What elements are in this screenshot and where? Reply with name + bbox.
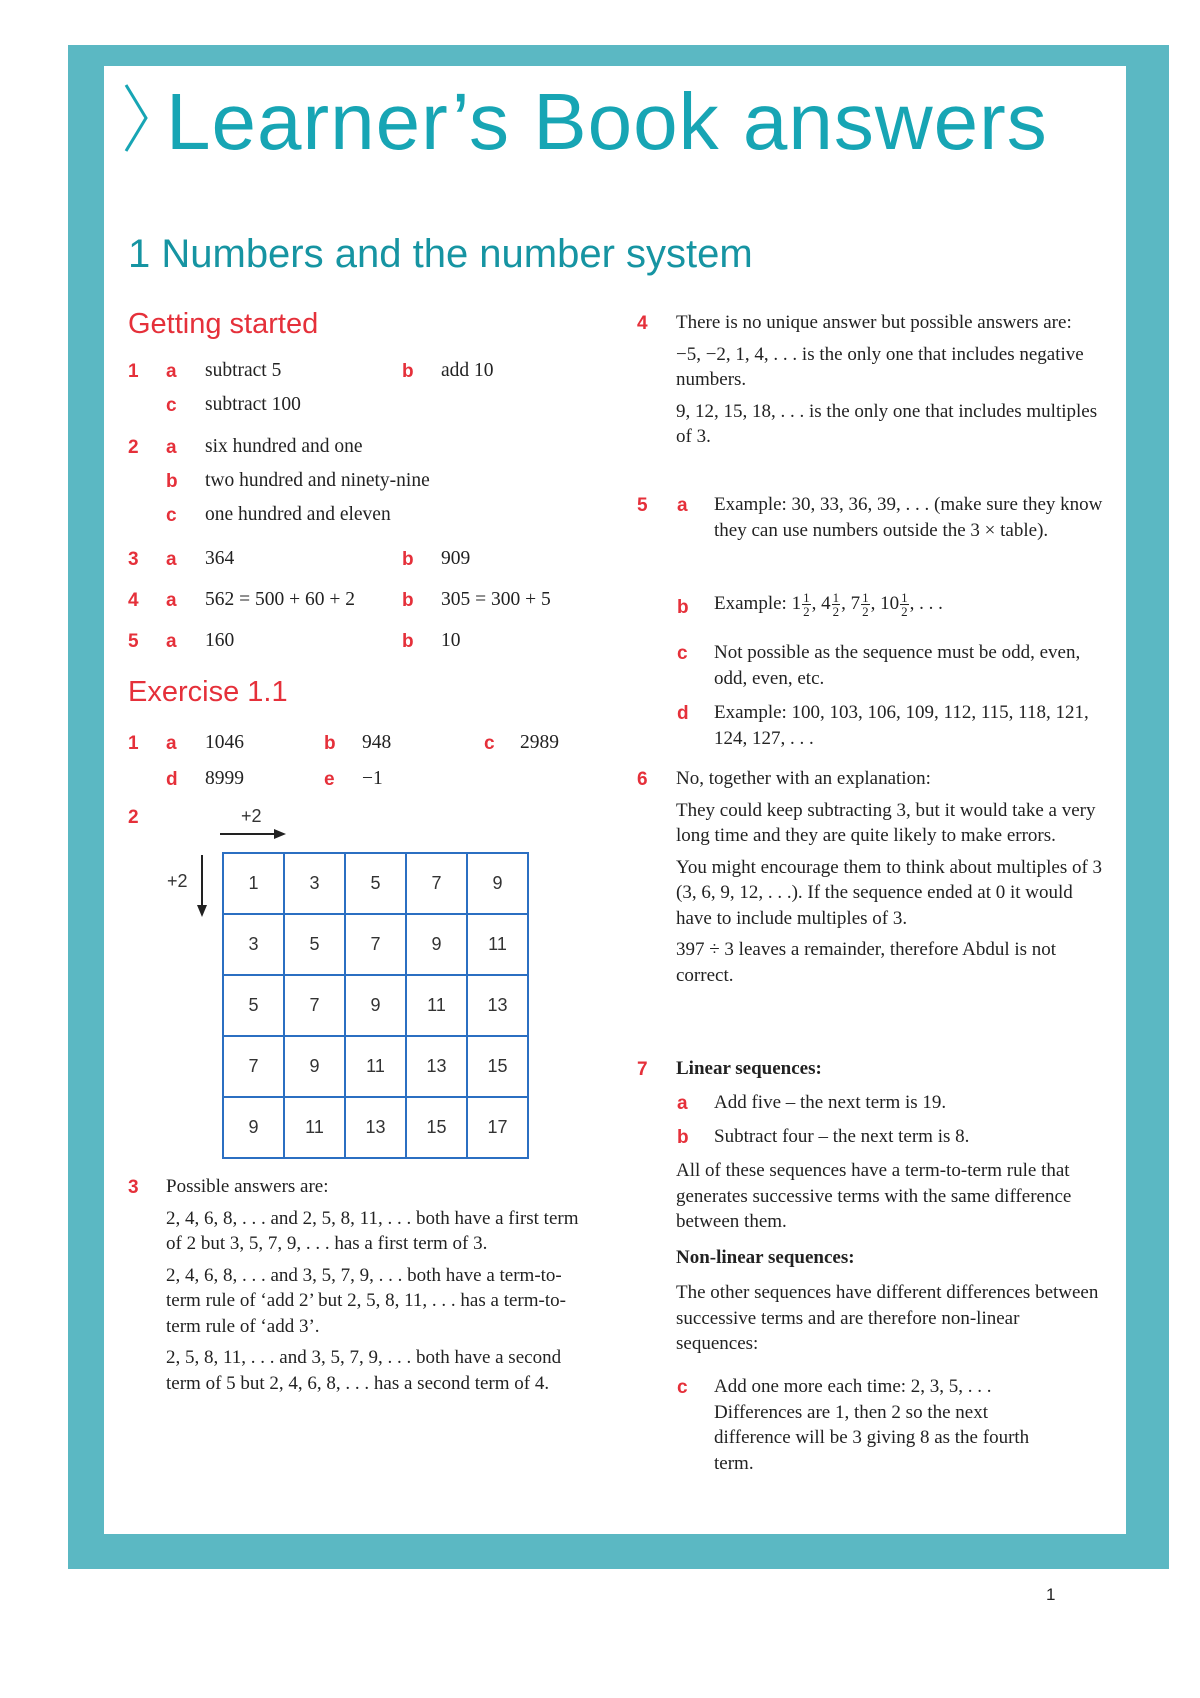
answer-text: six hundred and one (205, 436, 363, 457)
question-number: 4 (637, 313, 648, 334)
part-label: c (166, 395, 177, 416)
answer-text: 948 (362, 732, 392, 753)
whole-part: 7 (850, 593, 861, 614)
grid-cell: 7 (284, 975, 345, 1036)
answer-text: 364 (205, 548, 235, 569)
grid-cell: 7 (406, 853, 467, 914)
answer-paragraph: The other sequences have different differences between successive terms and are therefore non-linear sequences: (676, 1282, 1099, 1354)
question-number: 7 (637, 1059, 648, 1080)
question-number: 3 (128, 1177, 139, 1198)
part-label: a (166, 361, 177, 382)
grid-cell: 9 (345, 975, 406, 1036)
part-label: b (402, 631, 414, 652)
arrow-label-down: +2 (167, 871, 188, 891)
sequence-ellipsis: , . . . (909, 593, 943, 614)
grid-cell: 3 (284, 853, 345, 914)
section-heading-exercise: Exercise 1.1 (128, 676, 288, 708)
arrow-down-icon (195, 855, 209, 917)
linear-sequences-heading: Linear sequences: (676, 1058, 822, 1079)
question-number: 2 (128, 807, 139, 828)
grid-row (223, 975, 528, 1036)
grid-row (223, 1097, 528, 1158)
answer-block-ex-q3 (166, 1174, 596, 1402)
part-label: c (677, 643, 688, 664)
grid-cell: 13 (345, 1097, 406, 1158)
answer-text: Subtract four – the next term is 8. (714, 1126, 970, 1147)
part-label: b (402, 549, 414, 570)
grid-cell: 7 (345, 914, 406, 975)
part-label: a (166, 733, 177, 754)
example-prefix: Example: (714, 593, 787, 614)
chapter-title: 1 Numbers and the number system (128, 232, 753, 276)
answer-block-ex-q6 (676, 766, 1106, 994)
answer-text: Example: 100, 103, 106, 109, 112, 115, 118, 121, 124, 127, . . . (714, 702, 1089, 749)
question-number: 3 (128, 549, 139, 570)
answer-paragraph: All of these sequences have a term-to-term rule that generates successive terms with the same difference between them. (676, 1160, 1072, 1232)
answer-text: Add one more each time: 2, 3, 5, . . . Differences are 1, then 2 so the next difference will be 3 giving 8 as the fourth term. (714, 1376, 1030, 1474)
part-label: b (402, 590, 414, 611)
page-number: 1 (1046, 1585, 1056, 1604)
part-label: c (166, 505, 177, 526)
part-label: a (677, 1093, 688, 1114)
whole-part: 1 (791, 593, 802, 614)
grid-cell: 9 (223, 1097, 284, 1158)
answer-text: 1046 (205, 732, 244, 753)
grid-cell: 7 (223, 1036, 284, 1097)
mixed-number (880, 590, 910, 620)
part-label: a (166, 590, 177, 611)
question-number: 1 (128, 361, 139, 382)
answer-intro: No, together with an explanation: (676, 768, 931, 789)
number-grid (222, 852, 529, 1159)
part-label: a (166, 437, 177, 458)
grid-row (223, 1036, 528, 1097)
fraction-denominator: 2 (901, 604, 908, 620)
answer-text: −1 (362, 768, 383, 789)
answer-text: 160 (205, 630, 235, 651)
answer-text: Add five – the next term is 19. (714, 1092, 947, 1113)
answer-text: 2989 (520, 732, 559, 753)
grid-cell: 5 (223, 975, 284, 1036)
fraction-denominator: 2 (832, 604, 840, 620)
section-heading-getting-started: Getting started (128, 308, 319, 340)
grid-cell: 15 (467, 1036, 528, 1097)
grid-cell: 5 (345, 853, 406, 914)
part-label: a (166, 549, 177, 570)
non-linear-sequences-heading: Non-linear sequences: (676, 1246, 855, 1268)
question-number: 5 (128, 631, 139, 652)
whole-part: 4 (821, 593, 831, 614)
answer-text: 8999 (205, 768, 244, 789)
answer-paragraph: 9, 12, 15, 18, . . . is the only one that includes multiples of 3. (676, 400, 1098, 447)
answer-text: 562 = 500 + 60 + 2 (205, 589, 355, 610)
answer-paragraph: 2, 4, 6, 8, . . . and 3, 5, 7, 9, . . . both have a term-to-term rule of ‘add 2’ but 2, 5, 8, 11, . . . has a term-to-term rule of ‘add 3’. (166, 1264, 566, 1337)
fraction-denominator: 2 (803, 604, 810, 620)
fraction-numerator: 1 (832, 590, 840, 606)
part-label: d (166, 769, 178, 790)
fraction (900, 591, 909, 618)
grid-cell: 11 (467, 914, 528, 975)
fraction (802, 591, 811, 618)
grid-cell: 11 (284, 1097, 345, 1158)
grid-cell: 5 (284, 914, 345, 975)
part-label: a (677, 495, 688, 516)
answer-text: 909 (441, 548, 471, 569)
part-label: b (166, 471, 178, 492)
answer-text: Example: 30, 33, 36, 39, . . . (make sure they know they can use numbers outside the 3 × table). (714, 494, 1103, 541)
part-label: b (677, 1127, 689, 1148)
part-label: b (402, 361, 414, 382)
fraction (832, 591, 841, 618)
part-label: d (677, 703, 689, 724)
mixed-number (791, 590, 812, 620)
answer-paragraph: You might encourage them to think about multiples of 3 (3, 6, 9, 12, . . .). If the sequence ended at 0 it would have to include multiples of 3. (676, 856, 1103, 929)
part-label: c (677, 1377, 688, 1398)
page-title (124, 78, 1048, 166)
answer-paragraph: They could keep subtracting 3, but it would take a very long time and they are quite likely to make errors. (676, 799, 1096, 846)
grid-cell: 1 (223, 853, 284, 914)
answer-intro: There is no unique answer but possible answers are: (676, 312, 1072, 333)
answer-paragraph: 397 ÷ 3 leaves a remainder, therefore Abdul is not correct. (676, 939, 1057, 986)
answer-text: one hundred and eleven (205, 504, 391, 525)
fraction-numerator: 1 (901, 590, 908, 606)
question-number: 4 (128, 590, 139, 611)
fraction-numerator: 1 (862, 590, 869, 606)
answer-text: 10 (441, 630, 461, 651)
grid-cell: 15 (406, 1097, 467, 1158)
answer-text: subtract 100 (205, 394, 301, 415)
grid-row (223, 853, 528, 914)
chevron-right-icon (124, 83, 148, 153)
part-label: b (324, 733, 336, 754)
whole-part: 10 (880, 593, 900, 614)
answer-paragraph: −5, −2, 1, 4, . . . is the only one that includes negative numbers. (676, 343, 1084, 390)
answer-text: 305 = 300 + 5 (441, 589, 551, 610)
answer-text: subtract 5 (205, 360, 282, 381)
answer-text: two hundred and ninety-nine (205, 470, 430, 491)
answer-block-ex-q4 (676, 310, 1102, 456)
arrow-right-icon (220, 827, 286, 841)
fraction-numerator: 1 (803, 590, 810, 606)
answer-paragraph: 2, 5, 8, 11, . . . and 3, 5, 7, 9, . . . both have a second term of 5 but 2, 4, 6, 8, . . . has a second term of 4. (166, 1347, 562, 1394)
grid-row (223, 914, 528, 975)
title-text: Learner’s Book answers (166, 77, 1048, 166)
answer-paragraph: 2, 4, 6, 8, . . . and 2, 5, 8, 11, . . . both have a first term of 2 but 3, 5, 7, 9, . . . has a first term of 3. (166, 1207, 579, 1254)
question-number: 2 (128, 437, 139, 458)
fraction (861, 591, 870, 618)
grid-cell: 17 (467, 1097, 528, 1158)
part-label: a (166, 631, 177, 652)
answer-text: add 10 (441, 360, 494, 381)
question-number: 6 (637, 769, 648, 790)
mixed-number (821, 590, 841, 620)
question-number: 1 (128, 733, 139, 754)
part-label: b (677, 597, 689, 618)
answer-text: Not possible as the sequence must be odd, even, odd, even, etc. (714, 642, 1081, 689)
mixed-number (850, 590, 871, 620)
part-label: c (484, 733, 495, 754)
grid-cell: 11 (345, 1036, 406, 1097)
arrow-label-right: +2 (241, 806, 262, 826)
answer-block-ex-q7-notes (676, 1158, 1106, 1363)
grid-cell: 9 (467, 853, 528, 914)
part-label: e (324, 769, 335, 790)
grid-cell: 9 (406, 914, 467, 975)
answer-intro: Possible answers are: (166, 1176, 329, 1197)
answer-text-mixed-fractions: Example: 1 $\frac{1}{2}$ , 4 $\frac{1}{2}$ , 7 $\frac{1}{2}$ , 10 $\frac{1}{2}$ , . . . (714, 590, 943, 620)
question-number: 5 (637, 495, 648, 516)
grid-cell: 13 (467, 975, 528, 1036)
grid-cell: 9 (284, 1036, 345, 1097)
grid-cell: 11 (406, 975, 467, 1036)
grid-cell: 13 (406, 1036, 467, 1097)
grid-cell: 3 (223, 914, 284, 975)
fraction-denominator: 2 (862, 604, 869, 620)
